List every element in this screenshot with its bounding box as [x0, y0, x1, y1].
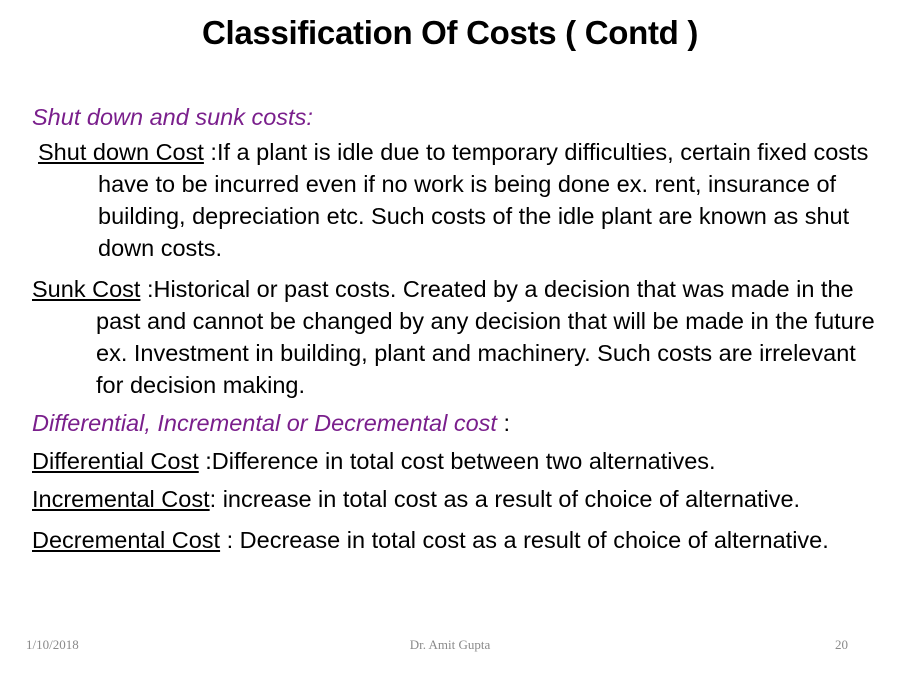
definition-sunk-cost: :Historical or past costs. Created by a decision that was made in the past and cannot be changed by any decision that will be made in the future ex. Investment in building, plant and machinery. Such costs are irrelevant for decision making. — [96, 276, 875, 398]
term-shutdown-cost: Shut down Cost — [38, 139, 204, 165]
term-sunk-cost: Sunk Cost — [32, 276, 141, 302]
term-decremental-cost: Decremental Cost — [32, 527, 221, 553]
slide-content — [32, 101, 882, 556]
paragraph-shutdown-cost — [32, 136, 882, 264]
definition-decremental-cost: : Decrease in total cost as a result of choice of alternative. — [220, 527, 829, 553]
paragraph-incremental-cost — [32, 483, 882, 515]
paragraph-differential-cost — [32, 445, 882, 477]
definition-incremental-cost: : increase in total cost as a result of choice of alternative. — [209, 486, 801, 512]
term-incremental-cost: Incremental Cost — [32, 486, 210, 512]
slide-title: Classification Of Costs ( Contd ) — [201, 14, 699, 51]
footer-page-number: 20 — [835, 637, 848, 652]
section-heading-differential-text: Differential, Incremental or Decremental cost — [32, 410, 497, 436]
paragraph-decremental-cost — [32, 524, 882, 556]
definition-shutdown-cost: :If a plant is idle due to temporary difficulties, certain fixed costs have to be incurred even if no work is being done ex. rent, insurance of building, depreciation etc. Such costs of the idle plant are known as shut down costs. — [98, 139, 869, 261]
definition-differential-cost: :Difference in total cost between two alternatives. — [198, 448, 716, 474]
section-heading-shutdown-sunk: Shut down and sunk costs: — [32, 104, 313, 130]
footer-author: Dr. Amit Gupta — [409, 637, 491, 652]
footer-date: 1/10/2018 — [26, 637, 79, 652]
term-differential-cost: Differential Cost — [32, 448, 199, 474]
section-heading-differential-suffix: : — [496, 410, 511, 436]
section-heading-differential — [32, 407, 882, 439]
paragraph-sunk-cost — [32, 273, 882, 401]
